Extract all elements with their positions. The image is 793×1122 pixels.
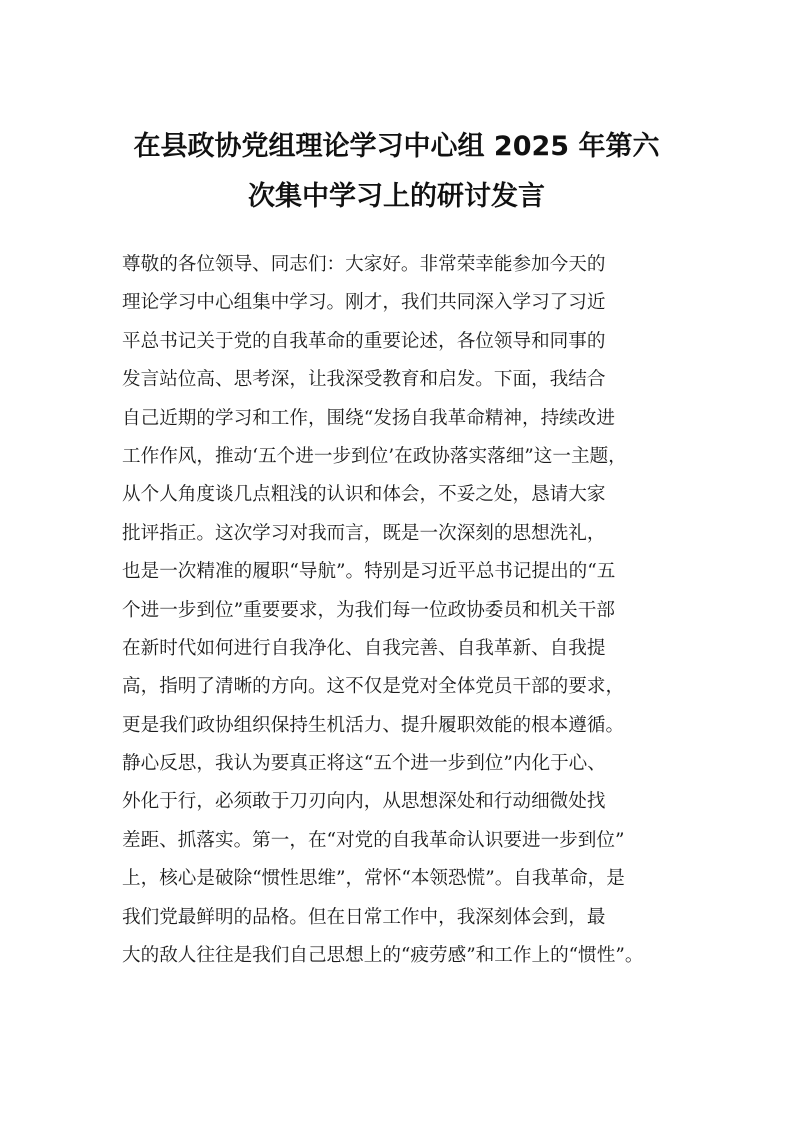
body-line: 在新时代如何进行自我净化、自我完善、自我革新、自我提 bbox=[122, 637, 606, 659]
body-line: 尊敬的各位领导、同志们：大家好。非常荣幸能参加今天的 bbox=[122, 254, 606, 275]
document-title bbox=[110, 122, 683, 222]
body-line: 平总书记关于党的自我革命的重要论述，各位领导和同事的 bbox=[122, 330, 606, 352]
body-line: 我们党最鲜明的品格。但在日常工作中，我深刻体会到，最 bbox=[122, 906, 606, 928]
body-line: 静心反思，我认为要真正将这“五个进一步到位”内化于心、 bbox=[122, 753, 606, 775]
body-line: 也是一次精准的履职“导航”。特别是习近平总书记提出的“五 bbox=[122, 561, 616, 583]
body-line: 工作作风，推动‘五个进一步到位’在政协落实落细”这一主题， bbox=[122, 445, 627, 467]
title-line: 在县政协党组理论学习中心组 2025 年第六 bbox=[133, 131, 660, 162]
body-line: 大的敌人往往是我们自己思想上的“疲劳感”和工作上的“惯性”。 bbox=[122, 945, 644, 967]
document-body bbox=[122, 246, 682, 975]
body-line: 更是我们政协组织保持生机活力、提升履职效能的根本遵循。 bbox=[122, 714, 625, 736]
body-line: 发言站位高、思考深，让我深受教育和启发。下面，我结合 bbox=[122, 369, 606, 391]
body-line: 从个人角度谈几点粗浅的认识和体会，不妥之处，恳请大家 bbox=[122, 484, 606, 506]
body-line: 个进一步到位”重要要求，为我们每一位政协委员和机关干部 bbox=[122, 599, 615, 621]
body-line: 外化于行，必须敢于刀刃向内，从思想深处和行动细微处找 bbox=[122, 791, 606, 813]
body-line: 自己近期的学习和工作，围绕“发扬自我革命精神，持续改进 bbox=[122, 407, 615, 429]
body-line: 理论学习中心组集中学习。刚才，我们共同深入学习了习近 bbox=[122, 292, 606, 314]
body-line: 高，指明了清晰的方向。这不仅是党对全体党员干部的要求， bbox=[122, 676, 625, 698]
title-line: 次集中学习上的研讨发言 bbox=[248, 181, 545, 212]
body-line: 批评指正。这次学习对我而言，既是一次深刻的思想洗礼， bbox=[122, 522, 606, 544]
body-line: 差距、抓落实。第一，在“对党的自我革命认识要进一步到位” bbox=[122, 829, 625, 851]
body-line: 上，核心是破除“惯性思维”，常怀“本领恐慌”。自我革命，是 bbox=[122, 868, 625, 890]
